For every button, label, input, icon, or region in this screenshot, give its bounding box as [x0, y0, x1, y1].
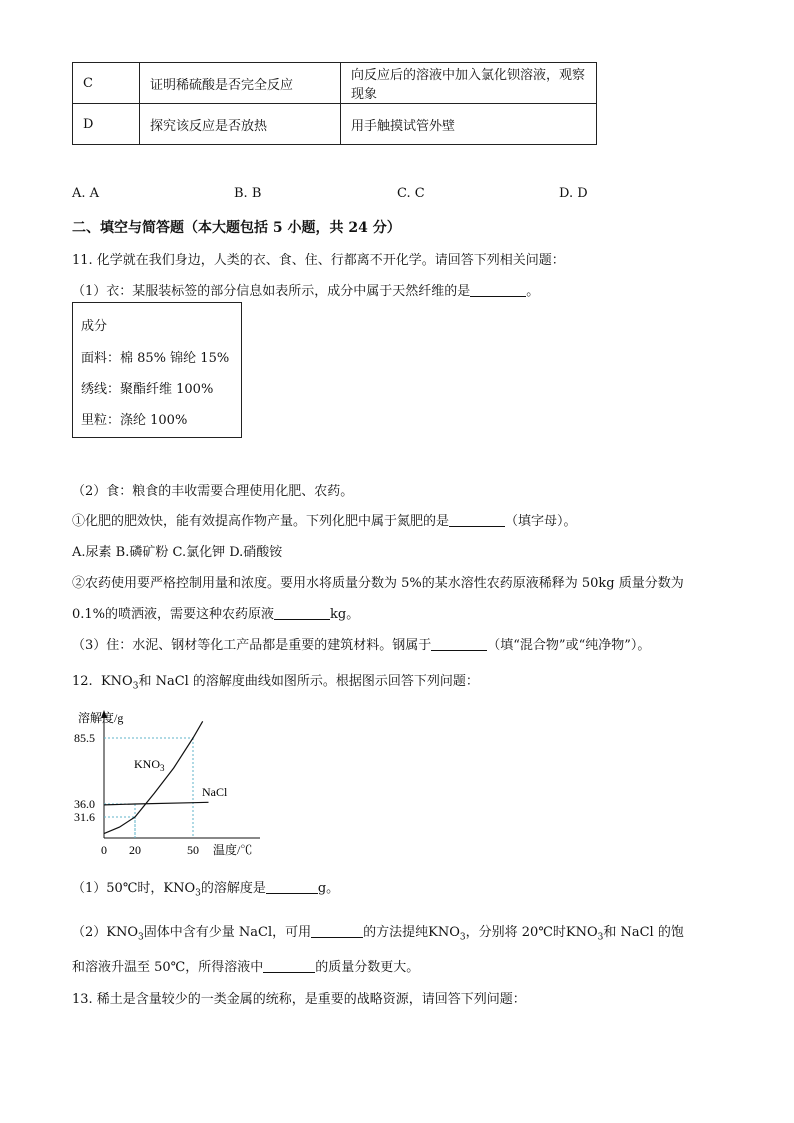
q11-part2b-end: kg。	[330, 607, 360, 622]
option-cell: C	[73, 63, 140, 104]
section-title: 二、填空与简答题（本大题包括 5 小题，共 24 分）	[72, 220, 401, 236]
formula-kno3	[100, 674, 139, 692]
answer-blank[interactable]	[470, 283, 526, 297]
x-axis-label: 温度/℃	[213, 843, 253, 857]
series-label-main: KNO	[134, 757, 160, 771]
choice-b: B. B	[234, 186, 262, 201]
q11-part2a-end: （填字母）。	[505, 514, 577, 529]
label-title: 成分	[81, 319, 108, 334]
y-tick-label: 36.0	[74, 797, 95, 811]
q11-part3-end: （填“混合物”或“纯净物”）。	[487, 638, 651, 653]
q12-part2-text: ，分别将 20℃时	[465, 925, 566, 940]
options-table	[72, 62, 597, 145]
answer-blank[interactable]	[431, 637, 487, 651]
q12-part1-text: （1）50℃时，	[72, 881, 164, 896]
q11-part2b-text: 0.1%的喷洒液，需要这种农药原液	[72, 607, 275, 622]
method-cell: 用手触摸试管外壁	[341, 104, 597, 145]
choice-c: C. C	[397, 186, 425, 201]
formula-main: KNO	[100, 674, 133, 689]
purpose-cell: 证明稀硫酸是否完全反应	[140, 63, 341, 104]
q12-number: 12.	[72, 674, 93, 689]
series-label-kno3	[134, 757, 165, 773]
q11-part2: （2）食：粮食的丰收需要合理使用化肥、农药。	[72, 484, 354, 499]
label-line-fabric: 面料：棉 85% 锦纶 15%	[81, 351, 230, 366]
q12-part2-line1	[72, 921, 684, 943]
q12-part1-end: g。	[317, 881, 340, 896]
q11-part1-end: 。	[526, 284, 540, 299]
table-row	[73, 104, 597, 145]
q11-part3	[72, 634, 650, 653]
formula-main: KNO	[428, 925, 460, 940]
formula-main: KNO	[163, 881, 196, 896]
formula-sub: 3	[138, 932, 144, 943]
q12-part2-line2	[72, 956, 419, 975]
q12-part1	[72, 877, 339, 899]
q12-part2-text: 的质量分数更大。	[315, 960, 420, 975]
q12-part2-text: 的方法提纯	[363, 925, 429, 940]
option-cell: D	[73, 104, 140, 145]
formula-sub: 3	[132, 681, 139, 692]
answer-blank[interactable]	[266, 880, 318, 894]
choice-d: D. D	[559, 186, 588, 201]
q13-stem: 13. 稀土是含量较少的一类金属的统称，是重要的战略资源，请回答下列问题：	[72, 992, 526, 1007]
y-tick-label: 85.5	[74, 731, 95, 745]
formula-main: KNO	[106, 925, 139, 940]
formula-sub: 3	[597, 932, 604, 943]
answer-blank[interactable]	[449, 513, 505, 527]
formula-sub: 3	[459, 932, 466, 943]
q12-part1-mid: 的溶解度是	[200, 881, 266, 896]
formula-main: KNO	[565, 925, 598, 940]
series-label-sub: 3	[160, 763, 165, 773]
formula-kno3	[428, 925, 466, 943]
purpose-cell: 探究该反应是否放热	[140, 104, 341, 145]
x-tick-label: 50	[187, 843, 199, 857]
q12-part2-text: 和溶液升温至 50℃，所得溶液中	[72, 960, 264, 975]
q12-stem-text: 和 NaCl 的溶解度曲线如图所示。根据图示回答下列问题：	[138, 674, 479, 689]
y-tick-label: 31.6	[74, 810, 95, 824]
q11-part1	[72, 280, 539, 299]
y-axis-label: 溶解度/g	[78, 711, 124, 725]
answer-blank[interactable]	[274, 606, 330, 620]
q11-part2b-line1: ②农药使用要严格控制用量和浓度。要用水将质量分数为 5%的某水溶性农药原液稀释为 50kg 质量分数为	[72, 576, 684, 591]
x-tick-label: 20	[129, 843, 141, 857]
formula-sub: 3	[195, 888, 201, 899]
solubility-chart	[60, 700, 280, 865]
q12-stem	[72, 670, 479, 692]
label-line-lining: 里粒：涤纶 100%	[81, 413, 188, 428]
clothing-label-box	[72, 302, 242, 438]
q11-part2a-options: A.尿素 B.磷矿粉 C.氯化钾 D.硝酸铵	[72, 545, 283, 560]
q12-part2-text: 固体中含有少量 NaCl，可用	[143, 925, 312, 940]
answer-blank[interactable]	[311, 924, 363, 938]
answer-blank[interactable]	[263, 959, 315, 973]
q11-part1-text: （1）衣：某服装标签的部分信息如表所示，成分中属于天然纤维的是	[72, 284, 471, 299]
q11-stem: 11. 化学就在我们身边，人类的衣、食、住、行都离不开化学。请回答下列相关问题：	[72, 253, 565, 268]
series-label-nacl: NaCl	[202, 785, 228, 799]
q11-part3-text: （3）住：水泥、钢材等化工产品都是重要的建筑材料。钢属于	[72, 638, 432, 653]
q11-part2a	[72, 510, 577, 529]
q11-part2b-line2	[72, 603, 359, 622]
choice-a: A. A	[72, 186, 100, 201]
table-row	[73, 63, 597, 104]
label-line-thread: 绣线：聚酯纤维 100%	[81, 382, 214, 397]
method-cell: 向反应后的溶液中加入氯化钡溶液，观察现象	[341, 63, 597, 104]
q12-part2-text: （2）	[72, 925, 107, 940]
x-tick-label: 0	[101, 843, 107, 857]
formula-kno3	[163, 881, 201, 899]
formula-kno3	[106, 925, 144, 943]
q11-part2a-text: ①化肥的肥效快，能有效提高作物产量。下列化肥中属于氮肥的是	[72, 514, 450, 529]
formula-kno3	[565, 925, 604, 943]
q12-part2-text: 和 NaCl 的饱	[603, 925, 684, 940]
